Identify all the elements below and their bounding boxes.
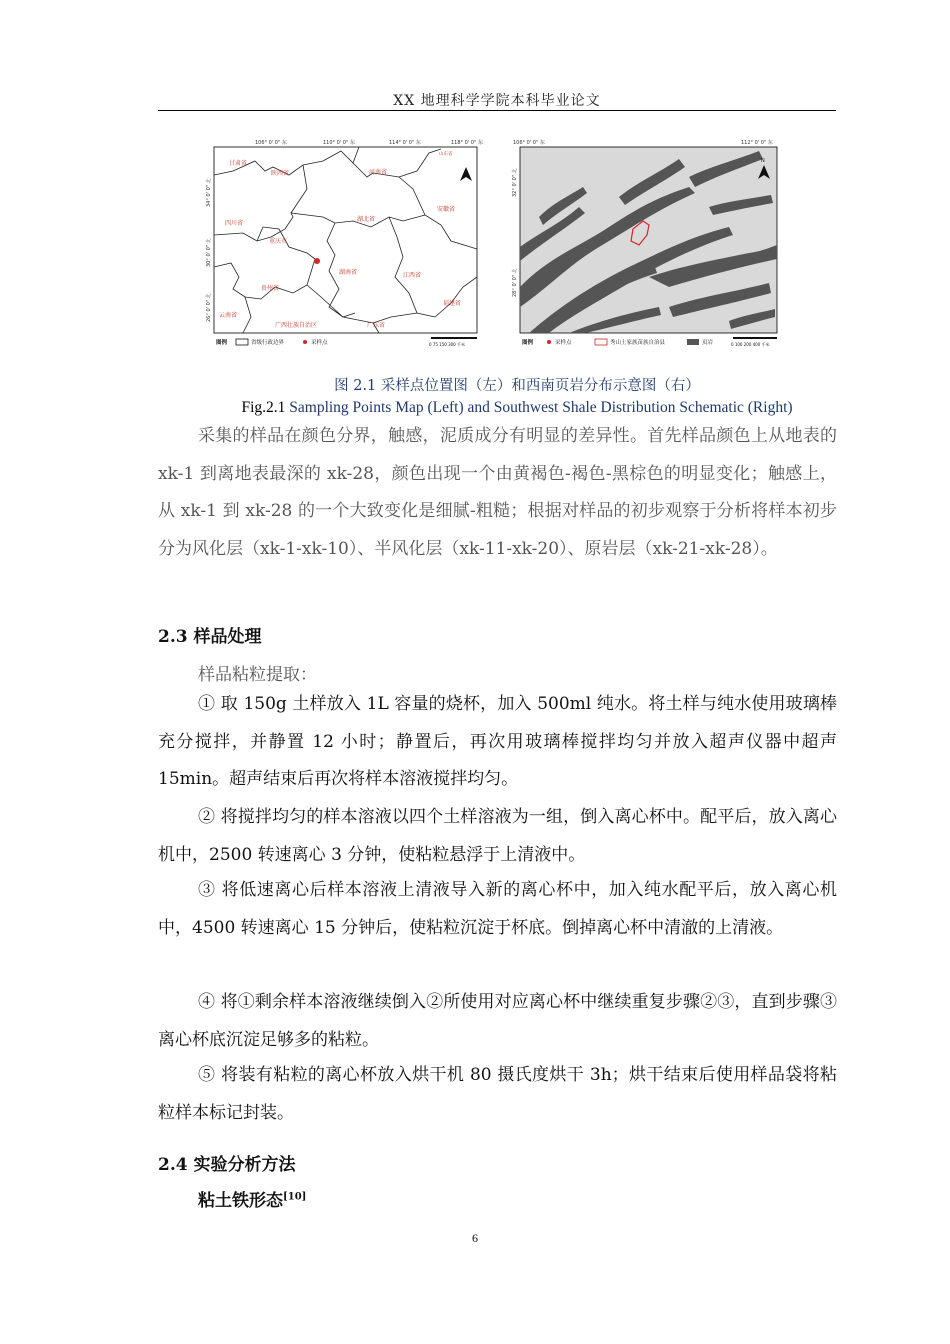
map-frame [214,147,477,333]
lon-label: 118° 0' 0" 东 [451,140,483,146]
legend-item: 页岩 [702,340,714,346]
lon-label: 106° 0' 0" 东 [255,140,287,146]
province-label: 安徽省 [437,206,456,213]
scale-bar [431,337,477,339]
lon-label: 112° 0' 0" 东 [741,140,773,146]
province-label: 福建省 [443,300,462,307]
scale-label: 0 100 200 400 千米 [731,342,770,347]
scale-label: 0 75 150 300 千米 [429,342,465,347]
lat-label: 30° 0' 0" 北 [206,238,212,267]
province-label: 广西壮族自治区 [275,322,318,329]
paragraph-step-3: ③ 将低速离心后样本溶液上清液导入新的离心杯中，加入纯水配平后，放入离心机中，4500 转速离心 15 分钟后，使粘粒沉淀于杯底。倒掉离心杯中清澈的上清液。 [158,880,837,938]
province-label: 甘肃省 [229,160,248,167]
lon-label: 114° 0' 0" 东 [389,140,421,146]
legend-item: 省级行政边界 [251,340,285,346]
paragraph-step-1: ① 取 150g 土样放入 1L 容量的烧杯，加入 500ml 纯水。将土样与纯水使用玻璃棒充分搅拌，并静置 12 小时；静置后，再次用玻璃棒搅拌均匀并放入超声仪器中超声 15min。超声结束后再次将样本溶液搅拌均匀。 [158,694,837,789]
paragraph-intro: 采集的样品在颜色分界，触感，泥质成分有明显的差异性。首先样品颜色上从地表的 xk-1 到离地表最深的 xk-28，颜色出现一个由黄褐色-褐色-黑棕色的明显变化；触感上，从 xk-1 到 xk-28 的一个大致变化是细腻-粗糙；根据对样品的初步观察于分析将样本初步分为风化层（xk-1-xk-10）、半风化层（xk-11-xk-20）、原岩层（xk-21-xk-28）。 [158,426,837,559]
paragraph-step-5: ⑤ 将装有粘粒的离心杯放入烘干机 80 摄氏度烘干 3h；烘干结束后使用样品袋将粘粒样本标记封装。 [158,1065,837,1123]
province-label: 广东省 [367,322,386,329]
figure-caption-en [158,399,876,417]
lat-label: 26° 0' 0" 北 [206,293,212,322]
lat-label: 32° 0' 0" 北 [512,168,518,197]
section-heading-2-3: 2.3 样品处理 [158,627,262,647]
citation-ref: [10] [283,1191,307,1203]
subheading-clay-iron [198,1186,306,1211]
paragraph-step-4: ④ 将①剩余样本溶液继续倒入②所使用对应离心杯中继续重复步骤②③，直到步骤③离心杯底沉淀足够多的粘粒。 [158,992,837,1050]
legend-boundary-swatch [236,339,248,345]
legend-item: 秀山土家族苗族自治县 [610,340,666,346]
sampling-points-map [203,137,488,353]
subheading-clay-extraction: 样品粘粒提取： [198,665,317,685]
province-label: 河南省 [369,169,388,176]
page-header: XX 地理科学学院本科毕业论文 [393,93,601,109]
province-label: 江西省 [403,272,422,279]
clay-iron-label: 粘土铁形态 [198,1191,283,1211]
province-label: 重庆市 [269,238,288,245]
legend-title: 图例 [216,340,228,346]
legend-title: 图例 [522,340,534,346]
province-label: 云南省 [219,312,238,319]
sample-point-marker [314,258,320,264]
legend-shale-swatch [687,339,699,345]
province-label: 湖南省 [339,269,358,276]
province-label: 陕西省 [271,170,290,177]
province-label: 湖北省 [357,216,376,223]
province-label: 山东省 [439,152,453,157]
caption-en-text: Sampling Points Map (Left) and Southwest Shale Distribution Schematic (Right) [285,399,793,416]
north-label: N [761,158,765,164]
map-frame [520,147,777,333]
section-heading-2-4: 2.4 实验分析方法 [158,1155,296,1175]
scale-bar [733,337,777,339]
caption-en-prefix: Fig.2.1 [241,399,286,416]
legend-item: 采样点 [311,340,328,346]
legend-county-swatch [595,339,607,345]
lon-label: 106° 0' 0" 东 [513,140,545,146]
legend-sample-swatch [547,340,551,344]
lat-label: 34° 0' 0" 北 [206,178,212,207]
figure-caption-zh: 图 2.1 采样点位置图（左）和西南页岩分布示意图（右） [334,378,700,394]
legend-sample-swatch [303,340,307,344]
shale-distribution-map [509,137,783,353]
legend-item: 采样点 [555,340,572,346]
header-rule [158,110,836,111]
paragraph-step-2: ② 将搅拌均匀的样本溶液以四个土样溶液为一组，倒入离心杯中。配平后，放入离心机中，2500 转速离心 3 分钟，使粘粒悬浮于上清液中。 [158,807,837,865]
province-label: 贵州省 [261,285,280,292]
province-label: 四川省 [225,220,244,227]
lat-label: 28° 0' 0" 北 [512,268,518,297]
lon-label: 110° 0' 0" 东 [323,140,355,146]
page-number: 6 [472,1231,478,1245]
